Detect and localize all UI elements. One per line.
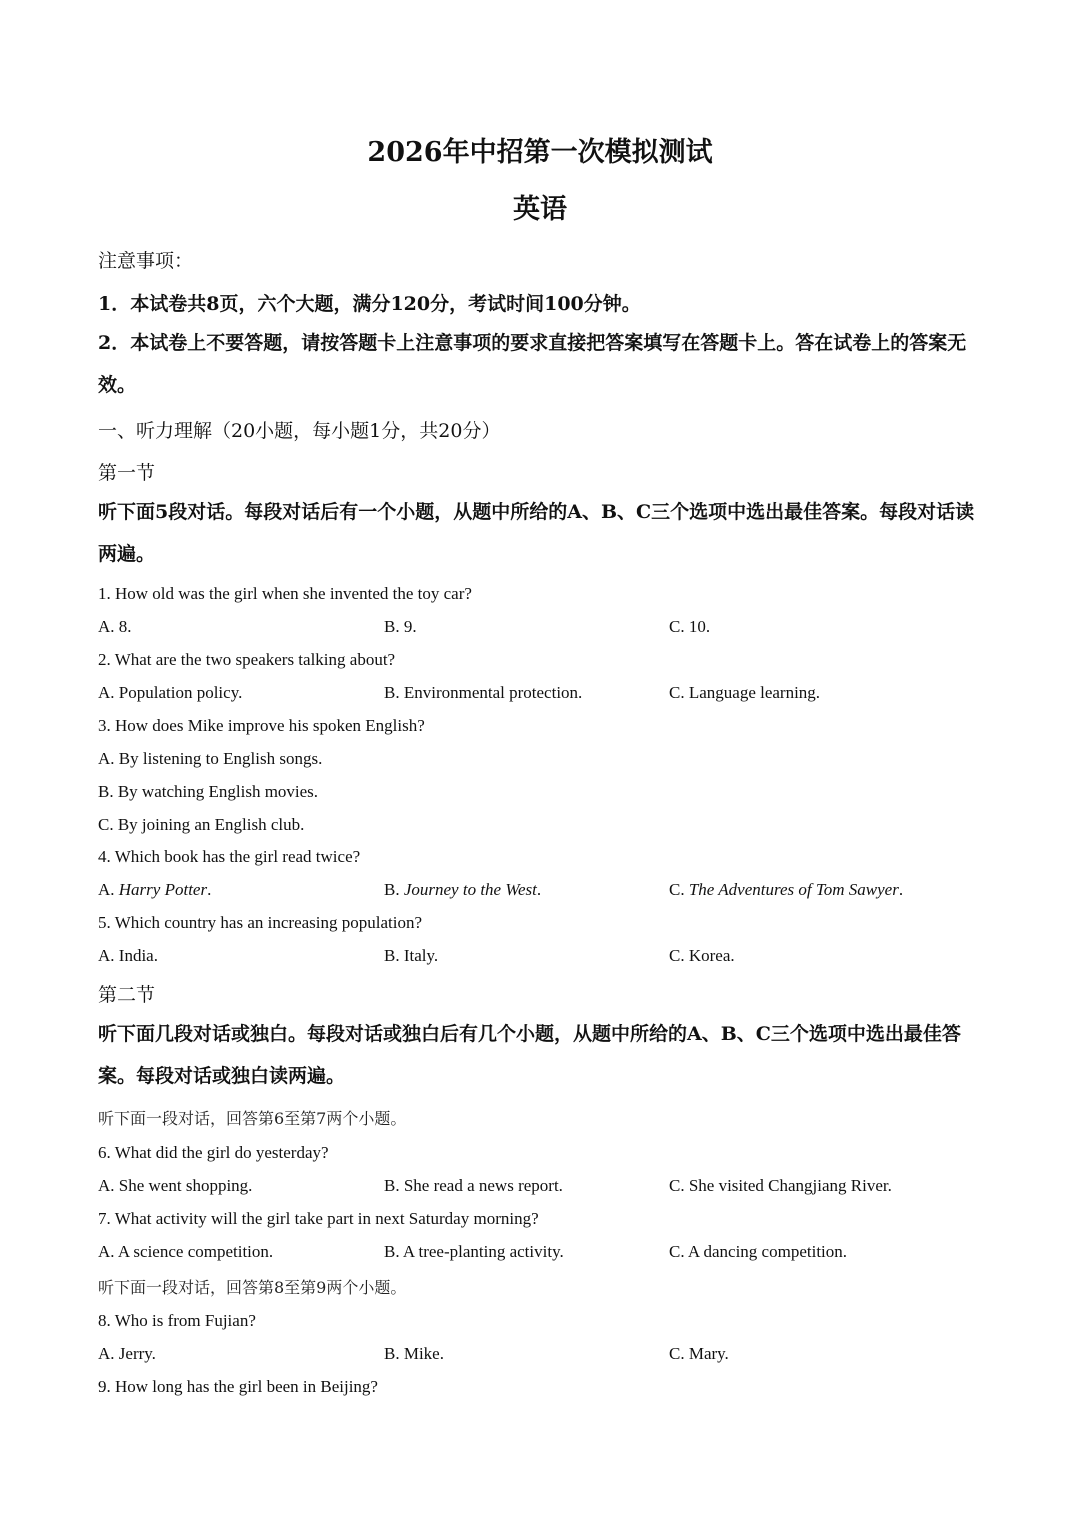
question-1: 1. How old was the girl when she invented the toy car? bbox=[98, 584, 472, 603]
option-8a: A. Jerry. bbox=[98, 1344, 156, 1363]
option-6a: A. She went shopping. bbox=[98, 1176, 253, 1195]
section2-heading: 第二节 bbox=[98, 984, 156, 1006]
note-1: 1．本试卷共8页，六个大题，满分120分，考试时间100分钟。 bbox=[98, 293, 641, 315]
option-7a: A. A science competition. bbox=[98, 1242, 274, 1261]
option-7b: B. A tree-planting activity. bbox=[384, 1242, 564, 1261]
sub-instruction-6-7: 听下面一段对话，回答第6至第7两个小题。 bbox=[98, 1109, 407, 1128]
question-9: 9. How long has the girl been in Beijing? bbox=[98, 1377, 378, 1396]
question-3: 3. How does Mike improve his spoken English? bbox=[98, 716, 425, 735]
part1-heading: 一、听力理解（20小题，每小题1分，共20分） bbox=[98, 420, 501, 442]
note-2: 2．本试卷上不要答题，请按答题卡上注意事项的要求直接把答案填写在答题卡上。答在试卷上的答案无效。 bbox=[98, 332, 967, 396]
option-1c: C. 10. bbox=[669, 617, 711, 636]
section1-heading: 第一节 bbox=[98, 462, 156, 484]
question-6: 6. What did the girl do yesterday? bbox=[98, 1143, 329, 1162]
sub-instruction-8-9: 听下面一段对话，回答第8至第9两个小题。 bbox=[98, 1278, 407, 1297]
section2-instruction: 听下面几段对话或独白。每段对话或独白后有几个小题，从题中所给的A、B、C三个选项中选出最佳答案。每段对话或独白读两遍。 bbox=[98, 1023, 961, 1087]
option-3a: A. By listening to English songs. bbox=[98, 749, 323, 768]
option-4b: B. Journey to the West. bbox=[384, 880, 542, 899]
question-2: 2. What are the two speakers talking about? bbox=[98, 650, 396, 669]
option-1b: B. 9. bbox=[384, 617, 417, 636]
option-8c: C. Mary. bbox=[669, 1344, 729, 1363]
option-5b: B. Italy. bbox=[384, 946, 439, 965]
option-2c: C. Language learning. bbox=[669, 683, 821, 702]
exam-title: 2026年中招第一次模拟测试 bbox=[367, 137, 713, 168]
option-2a: A. Population policy. bbox=[98, 683, 243, 702]
option-2b: B. Environmental protection. bbox=[384, 683, 583, 702]
option-6c: C. She visited Changjiang River. bbox=[669, 1176, 892, 1195]
question-4: 4. Which book has the girl read twice? bbox=[98, 847, 361, 866]
option-4c: C. The Adventures of Tom Sawyer. bbox=[669, 880, 904, 899]
subject-title: 英语 bbox=[513, 194, 567, 225]
option-8b: B. Mike. bbox=[384, 1344, 444, 1363]
option-5c: C. Korea. bbox=[669, 946, 735, 965]
option-1a: A. 8. bbox=[98, 617, 132, 636]
notes-heading: 注意事项： bbox=[98, 250, 194, 272]
option-4a: A. Harry Potter. bbox=[98, 880, 212, 899]
question-7: 7. What activity will the girl take part in next Saturday morning? bbox=[98, 1209, 539, 1228]
option-5a: A. India. bbox=[98, 946, 158, 965]
option-7c: C. A dancing competition. bbox=[669, 1242, 848, 1261]
option-6b: B. She read a news report. bbox=[384, 1176, 563, 1195]
section1-instruction: 听下面5段对话。每段对话后有一个小题，从题中所给的A、B、C三个选项中选出最佳答案。每段对话读两遍。 bbox=[98, 501, 975, 565]
option-3c: C. By joining an English club. bbox=[98, 815, 305, 834]
question-8: 8. Who is from Fujian? bbox=[98, 1311, 256, 1330]
question-5: 5. Which country has an increasing population? bbox=[98, 913, 423, 932]
option-3b: B. By watching English movies. bbox=[98, 782, 319, 801]
